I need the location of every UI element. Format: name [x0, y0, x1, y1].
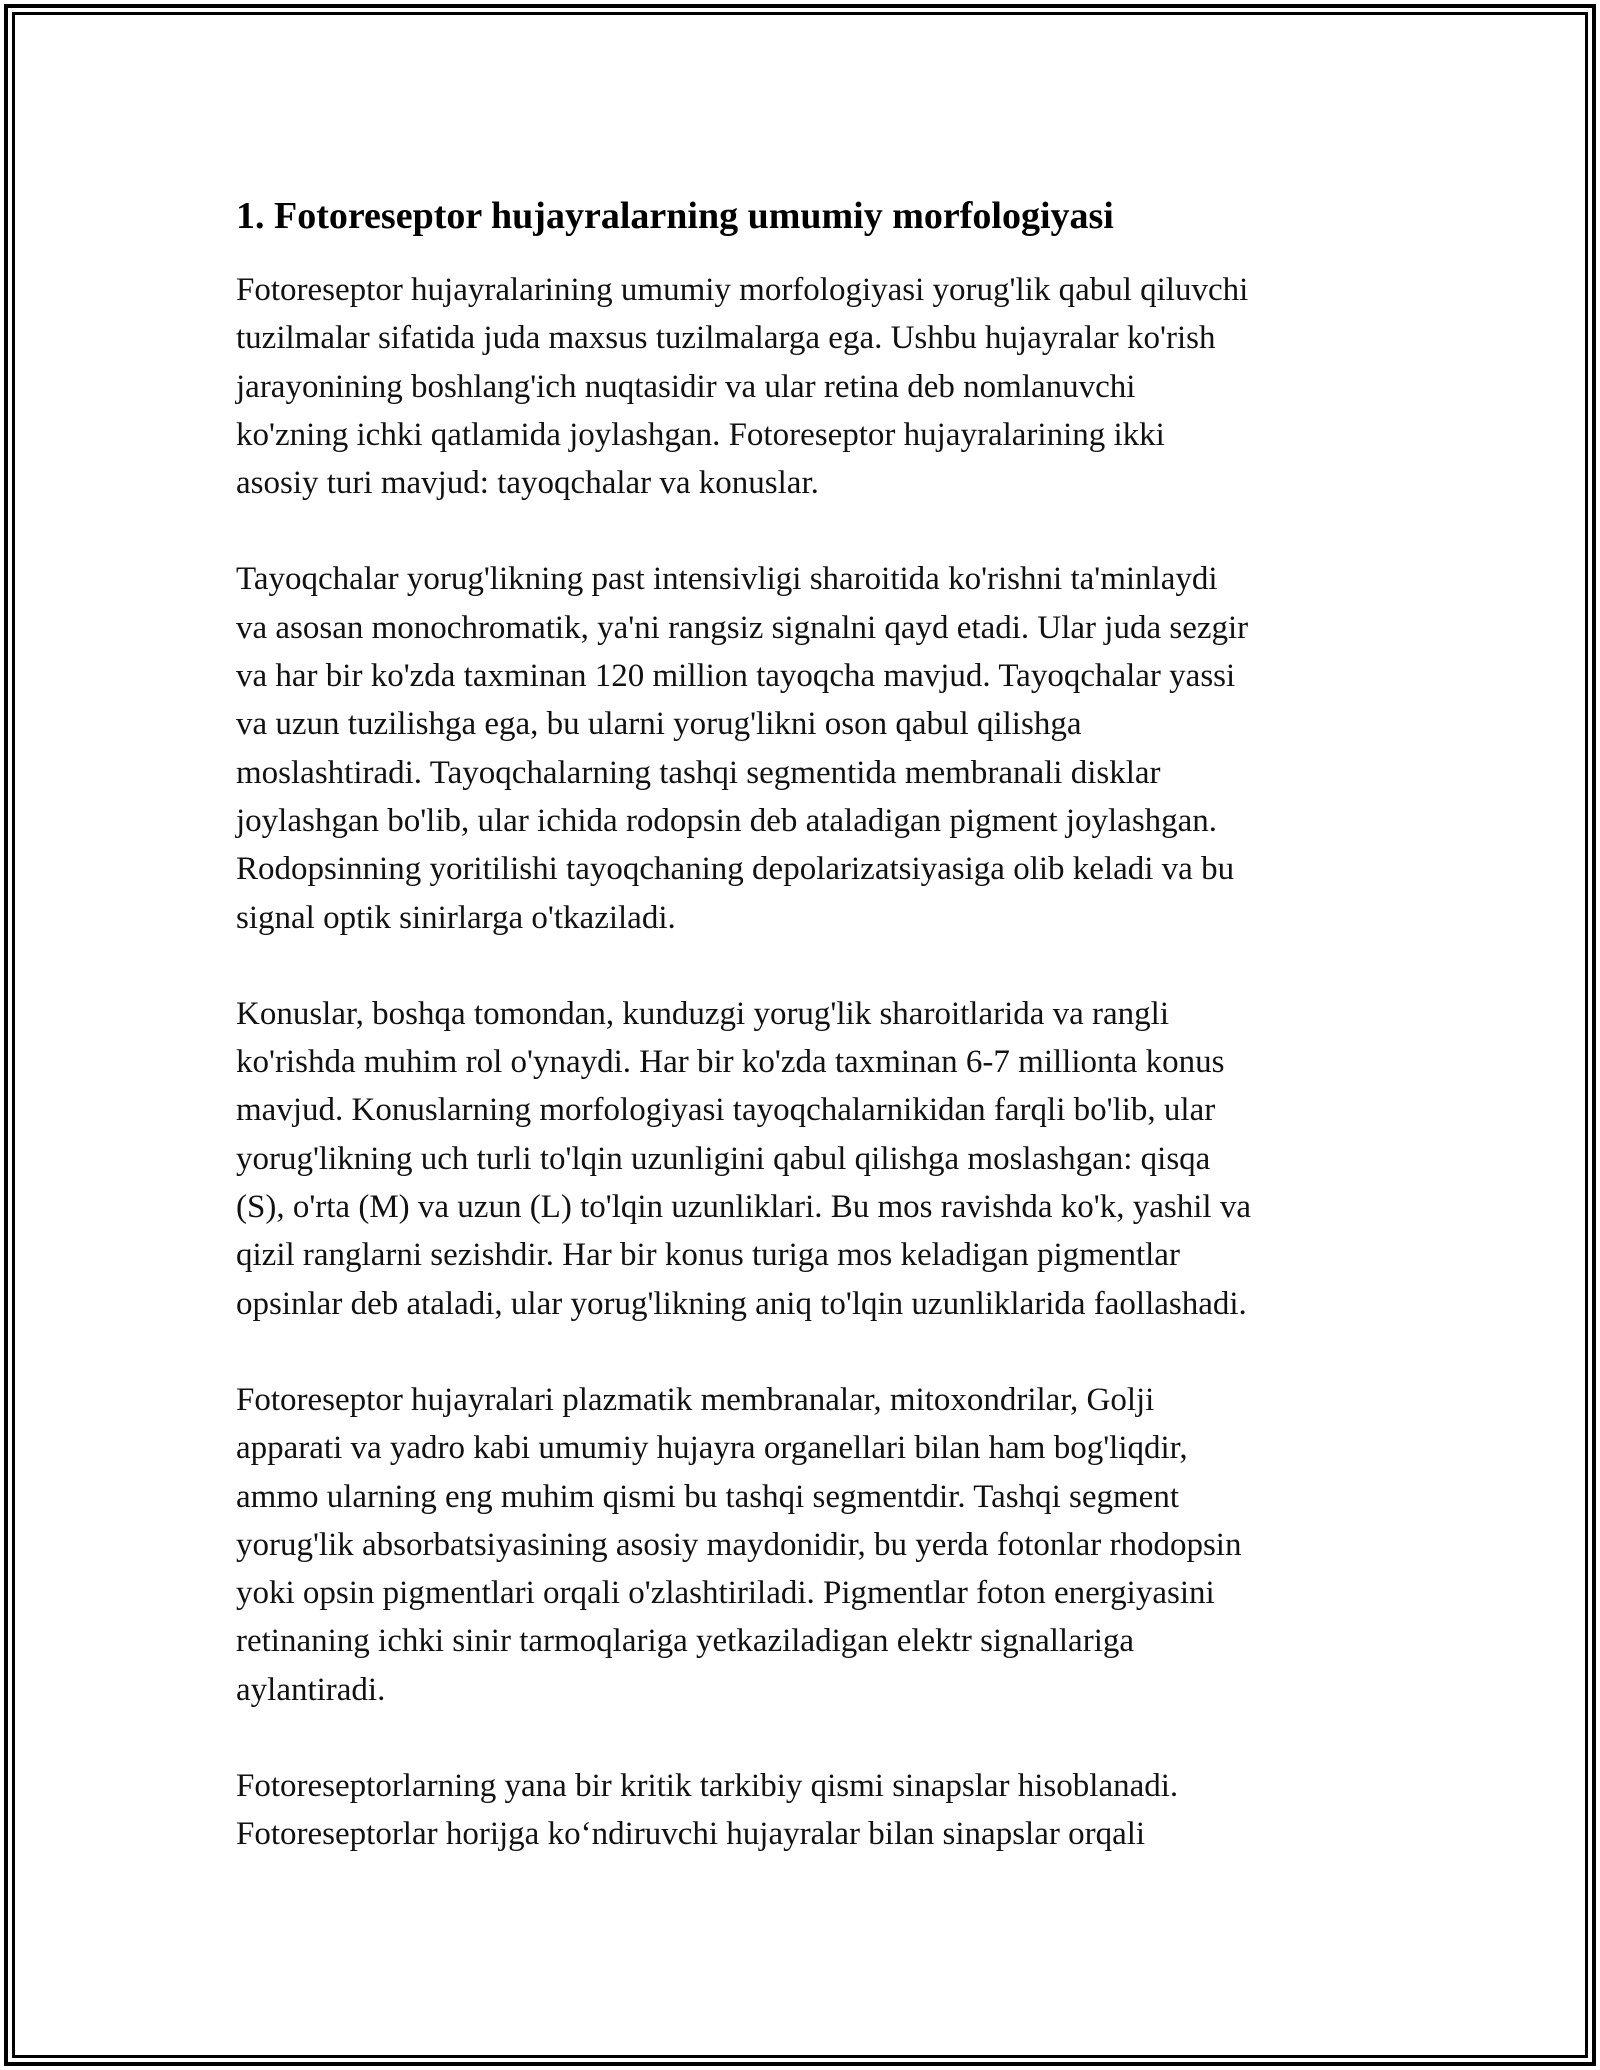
paragraph-line: Fotoreseptor hujayralarining umumiy morfologiyasi yorug'lik qabul qiluvchi [236, 272, 1249, 308]
paragraph-line: Fotoreseptorlarning yana bir kritik tarkibiy qismi sinapslar hisoblanadi. [236, 1768, 1179, 1805]
paragraph-line: ammo ularning eng muhim qismi bu tashqi segmentdir. Tashqi segment [236, 1478, 1179, 1515]
paragraph-line: asosiy turi mavjud: tayoqchalar va konuslar. [236, 465, 819, 502]
paragraph-line: retinaning ichki sinir tarmoqlariga yetkaziladigan elektr signallariga [236, 1623, 1135, 1660]
paragraph-2 [236, 555, 1376, 941]
paragraph-line: aylantiradi. [236, 1671, 386, 1708]
paragraph-line: opsinlar deb ataladi, ular yorug'likning aniq to'lqin uzunliklarida faollashadi. [236, 1285, 1247, 1322]
paragraph-line: yoki opsin pigmentlari orqali o'zlashtiriladi. Pigmentlar foton energiyasini [236, 1575, 1215, 1612]
paragraph-line: yorug'likning uch turli to'lqin uzunligini qabul qilishga moslashgan: qisqa [236, 1140, 1211, 1177]
paragraph-line: va asosan monochromatik, ya'ni rangsiz signalni qayd etadi. Ular juda sezgir [236, 609, 1249, 646]
paragraph-line: tuzilmalar sifatida juda maxsus tuzilmalarga ega. Ushbu hujayralar ko'rish [236, 320, 1216, 357]
paragraph-line: ko'rishda muhim rol o'ynaydi. Har bir ko'zda taxminan 6-7 millionta konus [236, 1044, 1225, 1081]
paragraph-line: va har bir ko'zda taxminan 120 million tayoqcha mavjud. Tayoqchalar yassi [236, 658, 1236, 695]
paragraph-5 [236, 1762, 1376, 1859]
paragraph-line: (S), o'rta (M) va uzun (L) to'lqin uzunliklari. Bu mos ravishda ko'k, yashil va [236, 1189, 1251, 1226]
paragraph-line: va uzun tuzilishga ega, bu ularni yorug'likni oson qabul qilishga [236, 706, 1082, 743]
paragraph-line: joylashgan bo'lib, ular ichida rodopsin deb ataladigan pigment joylashgan. [236, 802, 1218, 839]
paragraph-line: apparati va yadro kabi umumiy hujayra organellari bilan ham bog'liqdir, [236, 1430, 1188, 1467]
paragraph-line: jarayonining boshlang'ich nuqtasidir va ular retina deb nomlanuvchi [236, 368, 1136, 405]
paragraph-1 [236, 266, 1376, 507]
paragraph-line: Tayoqchalar yorug'likning past intensivligi sharoitida ko'rishni ta'minlaydi [236, 561, 1218, 598]
paragraph-line: qizil ranglarni sezishdir. Har bir konus turiga mos keladigan pigmentlar [236, 1237, 1180, 1274]
paragraph-line: Fotoreseptorlar horijga ko‘ndiruvchi hujayralar bilan sinapslar orqali [236, 1816, 1146, 1853]
paragraph-line: ko'zning ichki qatlamida joylashgan. Fotoreseptor hujayralarining ikki [236, 416, 1165, 453]
paragraph-3 [236, 990, 1376, 1328]
paragraph-4 [236, 1376, 1376, 1714]
paragraph-line: mavjud. Konuslarning morfologiyasi tayoqchalarnikidan farqli bo'lib, ular [236, 1092, 1216, 1129]
document-body [236, 188, 1376, 1859]
paragraph-line: Konuslar, boshqa tomondan, kunduzgi yorug'lik sharoitlarida va rangli [236, 995, 1170, 1032]
section-heading: 1. Fotoreseptor hujayralarning umumiy morfologiyasi [236, 195, 1114, 237]
paragraph-line: Fotoreseptor hujayralari plazmatik membranalar, mitoxondrilar, Golji [236, 1381, 1155, 1418]
paragraph-line: moslashtiradi. Tayoqchalarning tashqi segmentida membranali disklar [236, 754, 1161, 791]
paragraph-line: Rodopsinning yoritilishi tayoqchaning depolarizatsiyasiga olib keladi va bu [236, 851, 1235, 888]
paragraph-line: yorug'lik absorbatsiyasining asosiy maydonidir, bu yerda fotonlar rhodopsin [236, 1526, 1242, 1563]
paragraph-line: signal optik sinirlarga o'tkaziladi. [236, 899, 676, 936]
